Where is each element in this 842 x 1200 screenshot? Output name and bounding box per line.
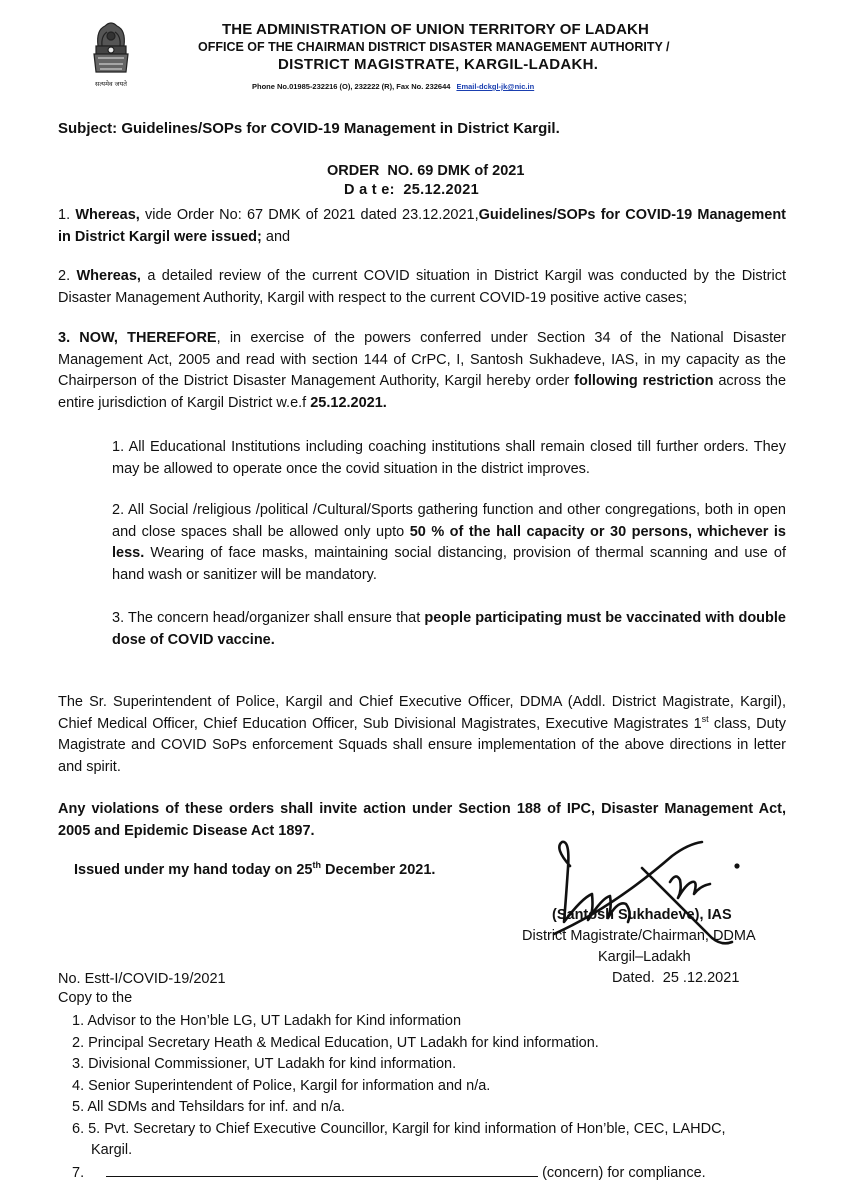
copy-list (72, 1011, 772, 1184)
copy-to-heading: Copy to the (58, 990, 133, 1006)
paragraph-5: Any violations of these orders shall invite action under Section 188 of IPC, Disaster Management Act, 2005 and Epidemic Disease Act 1897. (58, 801, 786, 839)
r2-bold: 50 % of the hall capacity or 30 persons, whichever is less. (112, 523, 786, 561)
national-emblem-icon (88, 16, 134, 94)
p2-number: 2. (58, 268, 71, 284)
p3-bold2: 25.12.2021. (310, 394, 387, 411)
letterhead-line3: DISTRICT MAGISTRATE, KARGIL-LADAKH. (278, 56, 599, 73)
list-item: 4. Senior Superintendent of Police, Kargil for information and n/a. (72, 1077, 491, 1094)
paragraph-2 (58, 266, 786, 309)
p1-number: 1. (58, 207, 71, 223)
letterhead-contact (252, 82, 534, 91)
paragraph-1 (58, 205, 786, 248)
signatory-place: Kargil–Ladakh (598, 949, 691, 965)
list-item-continuation: Kargil. (91, 1142, 133, 1158)
signature-block (522, 905, 782, 989)
issued-line (74, 862, 435, 878)
p3-lead: 3. NOW, THEREFORE (58, 330, 217, 346)
issued-sup: th (312, 860, 321, 871)
p3-text: , in exercise of the powers conferred under Section 34 of the National Disaster Management Act, 2005 and read with section 144 of CrPC, I, Santosh Sukhadeve, IAS, in my capacity as the Chairperson of the District Disaster Management Authority, Kargil hereby order (58, 330, 786, 389)
restriction-3 (112, 608, 786, 651)
r3-text: 3. The concern head/organizer shall ensure that (112, 610, 425, 626)
list-item: 5. All SDMs and Tehsildars for inf. and n/a. (72, 1099, 345, 1115)
contact-phone: Phone No.01985-232216 (O), 232222 (R), Fax No. 232644 (252, 82, 451, 91)
list-item: 6. 5. Pvt. Secretary to Chief Executive Councillor, Kargil for kind information of Hon’ble, CEC, LAHDC, (72, 1120, 726, 1137)
issued-text: Issued under my hand today on 25 (74, 862, 313, 878)
list-item: 3. Divisional Commissioner, UT Ladakh for kind information. (72, 1056, 457, 1072)
list-item: 1. Advisor to the Hon’ble LG, UT Ladakh for Kind information (72, 1013, 462, 1029)
p1-text: vide Order No: 67 DMK of 2021 dated 23.12.2021, (145, 207, 479, 223)
list-item: 2. Principal Secretary Heath & Medical Education, UT Ladakh for kind information. (72, 1034, 599, 1051)
blank-line (106, 1162, 538, 1177)
letterhead (0, 0, 842, 91)
p4-sup: st (701, 713, 709, 724)
restriction-1: 1. All Educational Institutions including coaching institutions shall remain closed till further orders. They may be allowed to operate once the covid situation in the district improves. (112, 439, 786, 477)
svg-text:सत्यमेव जयते: सत्यमेव जयते (95, 80, 127, 88)
p4-text: The Sr. Superintendent of Police, Kargil and Chief Executive Officer, DDMA (Addl. District Magistrate, Kargil), Chief Medical Officer, Chief Education Officer, Sub Divisional Magistrates, Executive Magistrates 1 (58, 694, 786, 732)
p1-bold-tail: Guidelines/SOPs for COVID-19 Management in District Kargil were issued; (58, 207, 787, 245)
paragraph-4 (58, 692, 786, 778)
letterhead-line1: THE ADMINISTRATION OF UNION TERRITORY OF LADAKH (222, 21, 649, 38)
r2-text2: Wearing of face masks, maintaining social distancing, provision of thermal scanning and use of hand wash or sanitizer will be mandatory. (112, 545, 786, 583)
p1-lead: Whereas, (75, 207, 140, 223)
p4-text2: class, Duty Magistrate and COVID SoPs enforcement Squads shall ensure implementation of the above directions in letter and spirit. (58, 715, 786, 775)
p3-bold1: following restriction (574, 373, 714, 389)
blank-item-tail: (concern) for compliance. (542, 1164, 706, 1181)
signatory-dated: Dated. 25 .12.2021 (612, 970, 740, 986)
contact-email-link[interactable]: Email-dckgl-jk@nic.in (456, 82, 535, 91)
r3-bold: people participating must be vaccinated with double dose of COVID vaccine. (112, 610, 786, 648)
list-item-blank (72, 1162, 772, 1185)
r2-text: 2. All Social /religious /political /Cultural/Sports gathering function and other congregations, both in open and close spaces shall be allowed only upto (112, 502, 786, 540)
letterhead-line2: OFFICE OF THE CHAIRMAN DISTRICT DISASTER MANAGEMENT AUTHORITY / (198, 40, 670, 54)
p3-text2: across the entire jurisdiction of Kargil District w.e.f (58, 373, 787, 411)
signatory-name: (Santosh Sukhadeve), IAS (552, 907, 732, 923)
order-date: D a t e: 25.12.2021 (344, 182, 479, 198)
p2-lead: Whereas, (76, 268, 141, 284)
restriction-2 (112, 500, 786, 586)
subject-line: Subject: Guidelines/SOPs for COVID-19 Management in District Kargil. (58, 120, 560, 137)
p2-text: a detailed review of the current COVID situation in District Kargil was conducted by the District Disaster Management Authority, Kargil with respect to the current COVID-19 positive active cases; (58, 268, 787, 306)
issued-text2: December 2021. (321, 862, 436, 878)
reference-number: No. Estt-I/COVID-19/2021 (58, 971, 226, 987)
p1-end: and (261, 228, 291, 245)
blank-item-number: 7. (72, 1164, 85, 1181)
paragraph-3 (58, 328, 786, 414)
signatory-title: District Magistrate/Chairman, DDMA (522, 928, 756, 944)
order-number: ORDER NO. 69 DMK of 2021 (327, 163, 525, 179)
